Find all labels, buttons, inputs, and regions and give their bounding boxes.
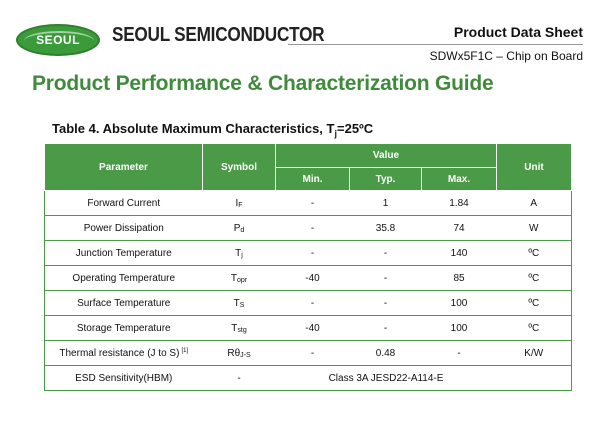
parameter-text: Thermal resistance (J to S)	[59, 347, 180, 359]
cell-unit: ºC	[497, 316, 572, 341]
document-type: Product Data Sheet	[453, 24, 583, 40]
cell-parameter	[45, 241, 203, 266]
symbol-main: T	[233, 297, 240, 309]
caption-suffix: =25ºC	[337, 121, 374, 136]
symbol-subscript: F	[238, 201, 243, 209]
cell-min: -	[276, 241, 350, 266]
table-row	[45, 266, 572, 291]
header-value: Value	[276, 144, 497, 168]
parameter-text: Surface Temperature	[77, 297, 171, 309]
symbol-main: I	[235, 197, 239, 209]
cell-parameter	[45, 216, 203, 241]
cell-unit: ºC	[497, 241, 572, 266]
table-caption	[52, 121, 373, 139]
cell-typ: 35.8	[350, 216, 422, 241]
header-typ: Typ.	[350, 168, 422, 191]
cell-symbol	[203, 241, 276, 266]
table-row	[45, 341, 572, 366]
page-title: Product Performance & Characterization Guide	[32, 72, 494, 95]
symbol-main: Rθ	[227, 347, 241, 359]
parameter-text: Junction Temperature	[75, 247, 172, 259]
cell-unit: W	[497, 216, 572, 241]
cell-max: 1.84	[422, 191, 497, 216]
caption-prefix: Table 4. Absolute Maximum Characteristics, T	[52, 121, 335, 136]
cell-unit: ºC	[497, 266, 572, 291]
symbol-main: P	[233, 222, 241, 234]
cell-unit: ºC	[497, 291, 572, 316]
table-row	[45, 191, 572, 216]
cell-typ: -	[350, 316, 422, 341]
parameter-text: Power Dissipation	[83, 222, 164, 234]
cell-typ: 0.48	[350, 341, 422, 366]
cell-typ: -	[350, 266, 422, 291]
symbol-main: T	[235, 247, 242, 259]
cell-max: -	[422, 341, 497, 366]
table-row	[45, 216, 572, 241]
cell-parameter	[45, 291, 203, 316]
cell-min: -	[276, 341, 350, 366]
symbol-subscript: J-S	[240, 351, 251, 359]
absolute-maximum-table	[44, 143, 572, 391]
cell-symbol	[203, 341, 276, 366]
cell-unit: K/W	[497, 341, 572, 366]
cell-min: -40	[276, 266, 350, 291]
cell-symbol	[203, 191, 276, 216]
cell-symbol	[203, 316, 276, 341]
cell-min: -40	[276, 316, 350, 341]
cell-typ: -	[350, 241, 422, 266]
cell-max: 85	[422, 266, 497, 291]
cell-parameter	[45, 316, 203, 341]
symbol-main: T	[230, 272, 237, 284]
cell-min: -	[276, 291, 350, 316]
cell-max: 100	[422, 291, 497, 316]
cell-esd-value: Class 3A JESD22-A114-E	[276, 366, 497, 391]
symbol-subscript: j	[241, 251, 243, 259]
symbol-subscript: opr	[236, 276, 248, 284]
cell-parameter	[45, 266, 203, 291]
parameter-text: Forward Current	[87, 197, 161, 209]
caption-subscript: j	[334, 128, 337, 139]
table-row	[45, 241, 572, 266]
cell-unit: A	[497, 191, 572, 216]
cell-parameter: ESD Sensitivity(HBM)	[45, 366, 203, 391]
footnote-ref: [1]	[181, 347, 189, 354]
header-parameter: Parameter	[45, 144, 203, 191]
symbol-subscript: stg	[237, 326, 247, 334]
company-logo	[16, 24, 100, 56]
cell-max: 74	[422, 216, 497, 241]
table-row	[45, 316, 572, 341]
cell-symbol: -	[203, 366, 276, 391]
header-divider	[288, 44, 583, 45]
cell-max: 140	[422, 241, 497, 266]
cell-unit-empty	[497, 366, 572, 391]
cell-max: 100	[422, 316, 497, 341]
symbol-subscript: S	[239, 301, 245, 309]
header-symbol: Symbol	[203, 144, 276, 191]
symbol-subscript: d	[240, 226, 245, 234]
symbol-main: T	[231, 322, 238, 334]
parameter-text: Storage Temperature	[76, 322, 171, 334]
cell-min: -	[276, 216, 350, 241]
logo-text: SEOUL	[36, 33, 80, 47]
cell-typ: -	[350, 291, 422, 316]
header-unit: Unit	[497, 144, 572, 191]
header-min: Min.	[276, 168, 350, 191]
parameter-text: Operating Temperature	[72, 272, 176, 284]
cell-min: -	[276, 191, 350, 216]
cell-symbol	[203, 216, 276, 241]
cell-typ: 1	[350, 191, 422, 216]
cell-symbol	[203, 266, 276, 291]
table-row	[45, 291, 572, 316]
cell-parameter	[45, 191, 203, 216]
cell-parameter	[45, 341, 203, 366]
table-row-esd	[45, 366, 572, 391]
header-max: Max.	[422, 168, 497, 191]
company-name: SEOUL SEMICONDUCTOR	[112, 24, 325, 46]
document-subtitle: SDWx5F1C – Chip on Board	[429, 49, 583, 63]
cell-symbol	[203, 291, 276, 316]
